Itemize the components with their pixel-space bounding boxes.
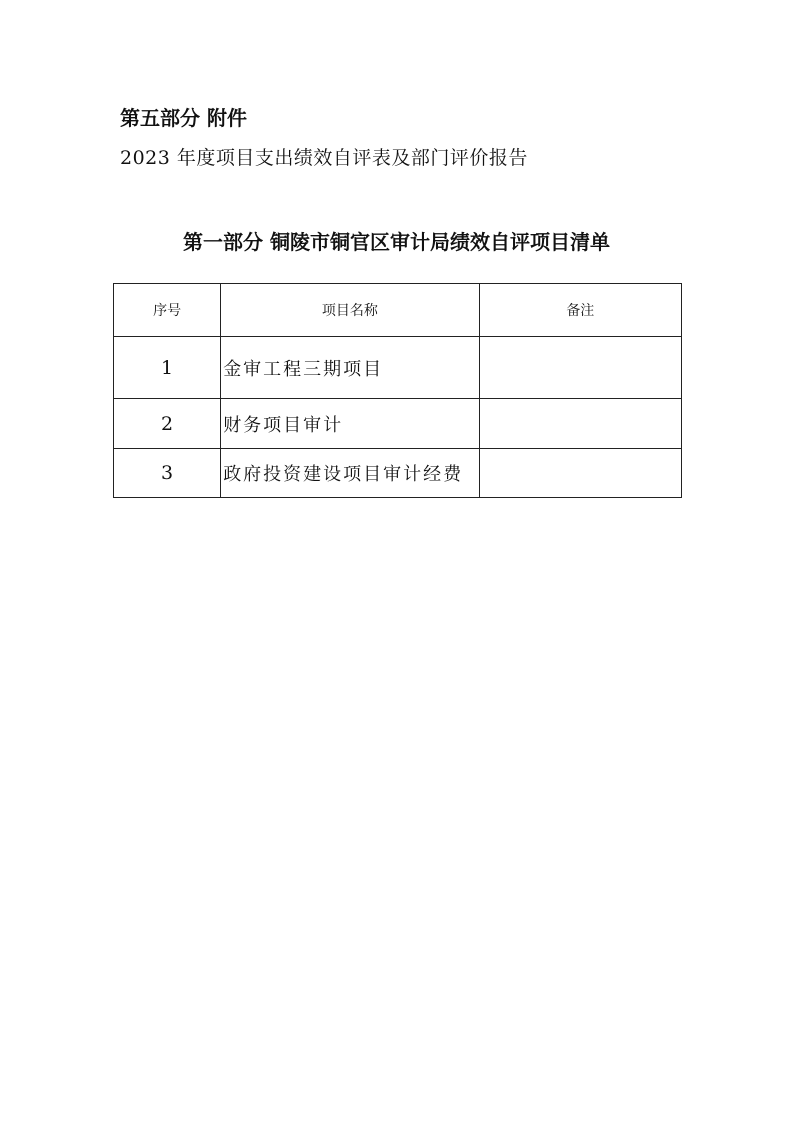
section-heading: 第五部分 附件 (120, 106, 247, 130)
project-list-table (113, 283, 682, 498)
table-row (114, 399, 682, 449)
row-note (479, 449, 681, 498)
header-note: 备注 (479, 284, 681, 337)
row-note (479, 399, 681, 449)
row-index: 1 (114, 337, 221, 399)
row-project-name: 政府投资建设项目审计经费 (221, 449, 479, 498)
table-row (114, 337, 682, 399)
header-project-name: 项目名称 (221, 284, 479, 337)
row-project-name: 财务项目审计 (221, 399, 479, 449)
row-project-name: 金审工程三期项目 (221, 337, 479, 399)
table-row (114, 449, 682, 498)
attachment-title: 2023 年度项目支出绩效自评表及部门评价报告 (120, 147, 528, 169)
project-list-title: 第一部分 铜陵市铜官区审计局绩效自评项目清单 (183, 230, 610, 254)
table-header-row (114, 284, 682, 337)
row-index: 2 (114, 399, 221, 449)
header-index: 序号 (114, 284, 221, 337)
row-index: 3 (114, 449, 221, 498)
row-note (479, 337, 681, 399)
